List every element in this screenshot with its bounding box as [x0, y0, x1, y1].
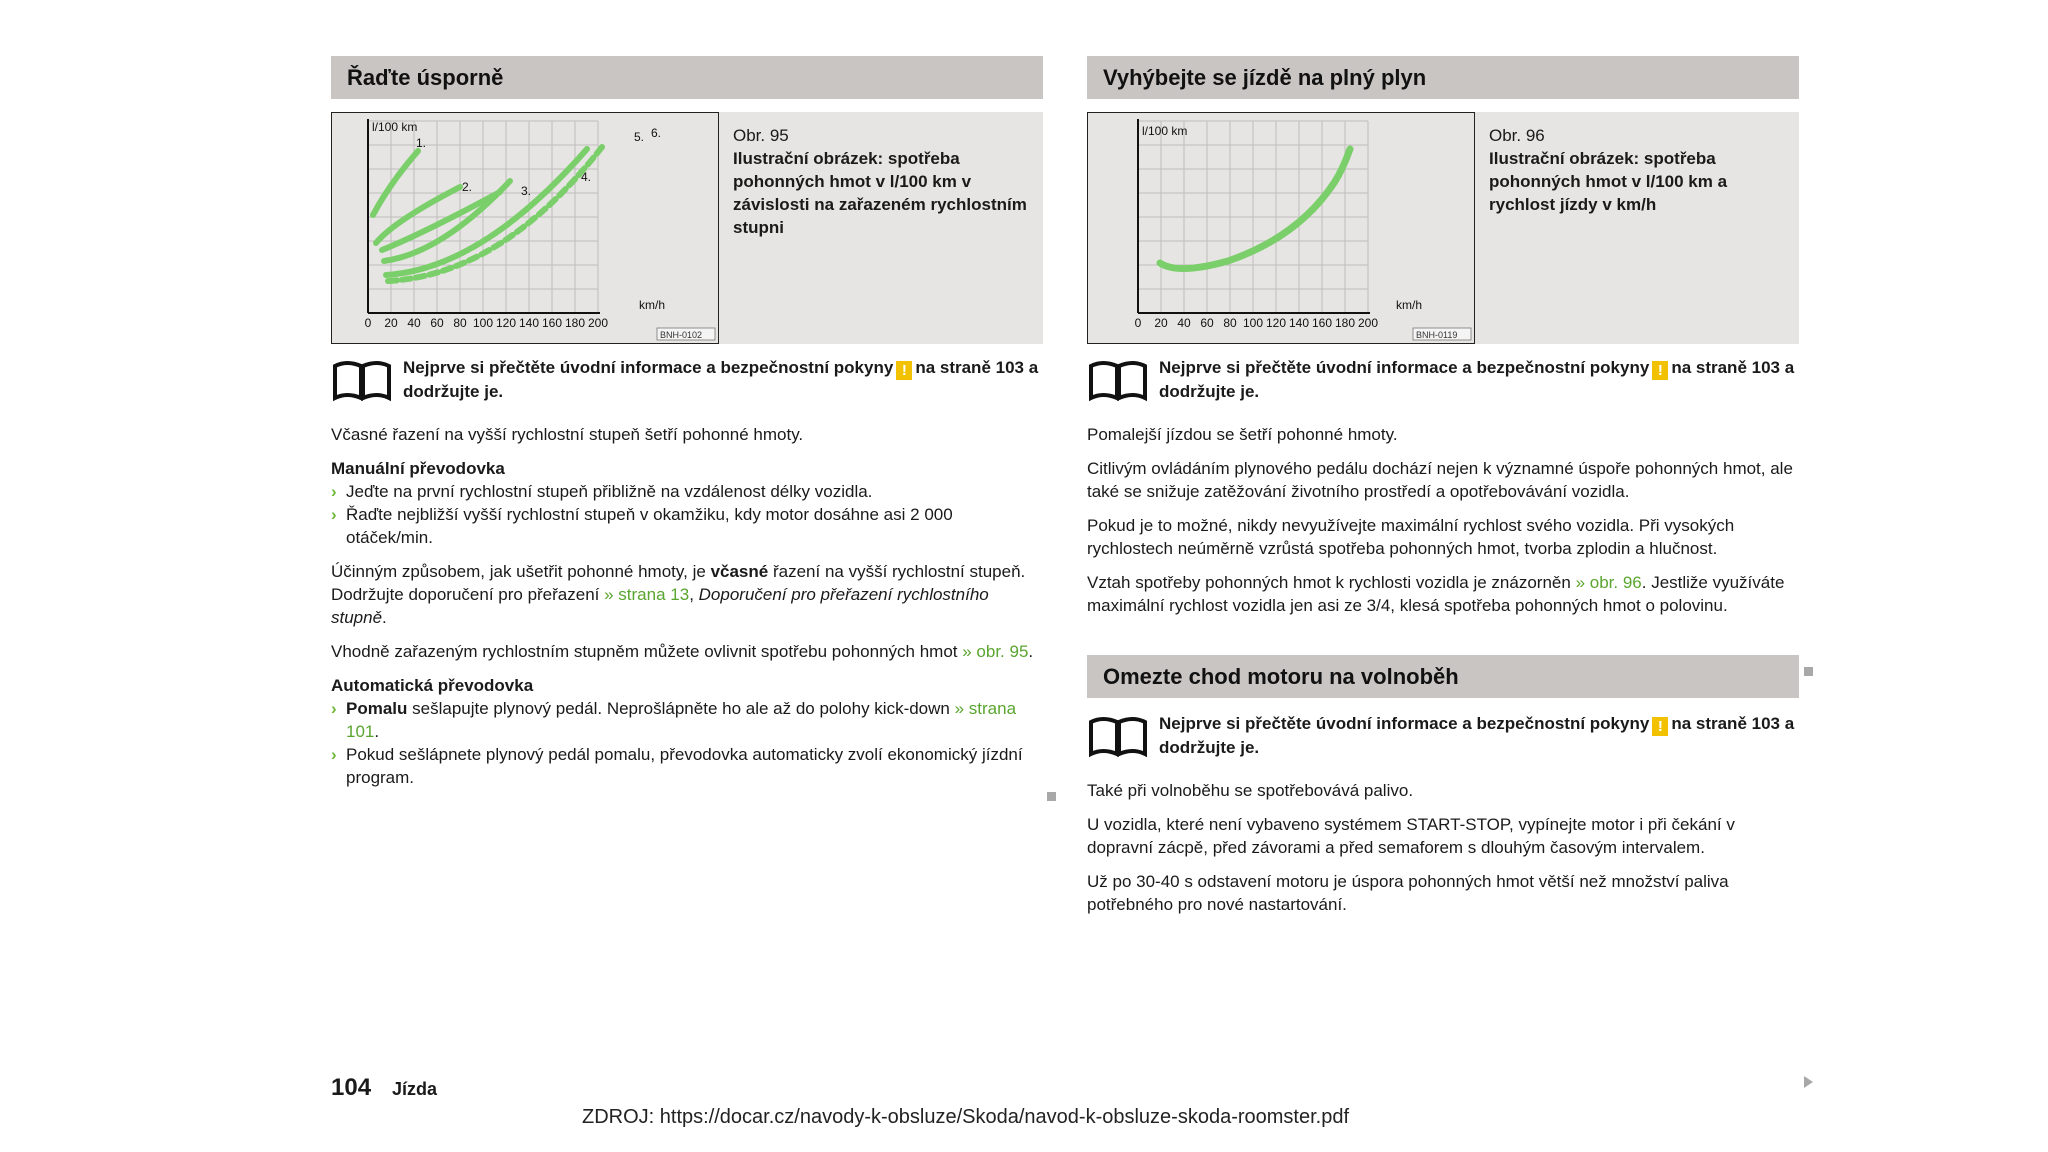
notice-text: Nejprve si přečtěte úvodní informace a bezpečnostní pokyny — [1159, 358, 1650, 377]
list-item — [331, 503, 1043, 549]
paragraph: U vozidla, které není vybaveno systémem START-STOP, vypínejte motor i při čekání v dopravní zácpě, před závorami a před semaforem s dlouhým časovým intervalem. — [1087, 815, 1735, 857]
curve-label: 3. — [521, 184, 532, 198]
safety-notice — [1087, 356, 1799, 403]
x-axis-label: km/h — [639, 298, 666, 312]
x-tick: 140 — [518, 316, 540, 330]
warning-icon: ! — [1652, 717, 1668, 736]
x-tick: 40 — [1177, 316, 1191, 330]
paragraph: Také při volnoběhu se spotřebovává palivo. — [1087, 781, 1414, 800]
figure-96 — [1087, 112, 1475, 344]
list-item-text: Pokud sešlápnete plynový pedál pomalu, převodovka automaticky zvolí ekonomický jízdní program. — [346, 745, 1023, 787]
subheading: Manuální převodovka — [331, 459, 505, 478]
continue-arrow-icon — [1804, 1076, 1813, 1088]
page-link[interactable]: » strana 13 — [604, 585, 690, 604]
section-heading: Vyhýbejte se jízdě na plný plyn — [1087, 56, 1799, 99]
subheading: Automatická převodovka — [331, 676, 534, 695]
list-item-text: Jeďte na první rychlostní stupeň přibližně na vzdálenost délky vozidla. — [346, 482, 873, 501]
curve-label: 1. — [416, 136, 427, 150]
x-tick: 80 — [1223, 316, 1237, 330]
paragraph: Citlivým ovládáním plynového pedálu dochází nejen k významné úspoře pohonných hmot, ale také se snižuje zatěžování životního prostředí a opotřebovávání vozidla. — [1087, 459, 1793, 501]
figure-caption — [719, 112, 1043, 344]
warning-icon: ! — [896, 361, 912, 380]
notice-text: na straně 103 a dodržujte je. — [403, 358, 1039, 401]
text: řazení na vyšší rychlostní stupeň. Dodržujte doporučení pro přeřazení — [331, 562, 1026, 604]
x-tick: 140 — [1288, 316, 1310, 330]
section-end-marker — [1047, 792, 1056, 801]
paragraph: Pokud je to možné, nikdy nevyužívejte maximální rychlost svého vozidla. Při vysokých rychlostech neúměrně vzrůstá spotřeba pohonných hmot, tvorba zplodin a hlučnost. — [1087, 516, 1735, 558]
page-link[interactable]: » strana 101 — [346, 699, 1017, 741]
notice-text: na straně 103 a dodržujte je. — [1159, 714, 1795, 757]
figure-caption — [1475, 112, 1799, 344]
notice-text: Nejprve si přečtěte úvodní informace a bezpečnostní pokyny — [1159, 714, 1650, 733]
x-tick: 40 — [407, 316, 421, 330]
paragraph: Vztah spotřeby pohonných hmot k rychlosti vozidla je znázorněn » obr. 96. Jestliže využíváte maximální rychlost vozidla jen asi ze 3/4, klesá spotřeba pohonných hmot o polovinu. — [1087, 573, 1785, 615]
paragraph: Pomalejší jízdou se šetří pohonné hmoty. — [1087, 425, 1398, 444]
footer-section-title: Jízda — [392, 1079, 438, 1099]
section-end-marker — [1804, 667, 1813, 676]
figure-row — [1087, 112, 1799, 344]
x-tick: 160 — [1311, 316, 1333, 330]
source-note: ZDROJ: https://docar.cz/navody-k-obsluze/Skoda/navod-k-obsluze-skoda-roomster.pdf — [582, 1106, 1350, 1128]
paragraph: Včasné řazení na vyšší rychlostní stupeň šetří pohonné hmoty. — [331, 425, 804, 444]
x-tick: 100 — [472, 316, 494, 330]
right-column — [1087, 56, 1799, 916]
x-tick: 120 — [495, 316, 517, 330]
x-tick: 180 — [1334, 316, 1356, 330]
safety-notice — [1087, 712, 1799, 759]
list-item — [331, 743, 1043, 789]
text: Vhodně zařazeným rychlostním stupněm můžete ovlivnit spotřebu pohonných hmot — [331, 642, 958, 661]
bullet-arrow-icon: › — [331, 482, 337, 501]
paragraph: Vhodně zařazeným rychlostním stupněm můžete ovlivnit spotřebu pohonných hmot » obr. 95. — [331, 642, 1034, 661]
book-icon — [1087, 714, 1149, 758]
bullet-arrow-icon: › — [331, 505, 337, 524]
section-heading: Řaďte úsporně — [331, 56, 1043, 99]
caption-number: Obr. 95 — [733, 126, 789, 145]
list-item-text: sešlapujte plynový pedál. Neprošlápněte ho ale až do polohy kick-down — [412, 699, 950, 718]
figure-row — [331, 112, 1043, 344]
x-tick: 200 — [587, 316, 609, 330]
curve-label: 5. — [634, 130, 645, 144]
x-axis-label: km/h — [1396, 298, 1423, 312]
warning-icon: ! — [1652, 361, 1668, 380]
notice-text: na straně 103 a dodržujte je. — [1159, 358, 1795, 401]
italic-text: Doporučení pro přeřazení rychlostního stupně — [331, 585, 989, 627]
list-item: › Pomalu sešlapujte plynový pedál. Neprošlápněte ho ale až do polohy kick-down » strana 101. — [331, 699, 1017, 741]
x-tick: 160 — [541, 316, 563, 330]
section-heading: Omezte chod motoru na volnoběh — [1087, 655, 1799, 698]
x-tick: 60 — [430, 316, 444, 330]
figure-code: BNH-0119 — [1416, 330, 1458, 340]
text: Účinným způsobem, jak ušetřit pohonné hmoty, je — [331, 562, 706, 581]
x-tick: 0 — [364, 316, 372, 330]
bullet-arrow-icon: › — [331, 699, 337, 718]
x-tick: 200 — [1357, 316, 1379, 330]
y-axis-label: l/100 km — [1142, 124, 1188, 138]
bold-text: včasné — [710, 562, 769, 581]
notice-text: Nejprve si přečtěte úvodní informace a bezpečnostní pokyny — [403, 358, 894, 377]
page-number: 104 — [331, 1074, 372, 1101]
paragraph: Už po 30-40 s odstavení motoru je úspora pohonných hmot větší než množství paliva potřebného pro nové nastartování. — [1087, 872, 1729, 914]
figure-code: BNH-0102 — [660, 330, 703, 340]
y-axis-label: l/100 km — [372, 120, 418, 134]
x-tick: 20 — [1154, 316, 1168, 330]
curve-label: 6. — [651, 126, 662, 140]
caption-text: Ilustrační obrázek: spotřeba pohonných hmot v l/100 km v závislosti na zařazeném rychlostním stupni — [733, 149, 1027, 237]
curve-label: 4. — [581, 170, 592, 184]
x-tick: 120 — [1265, 316, 1287, 330]
text: Jestliže využíváte maximální rychlost vozidla jen asi ze 3/4, klesá spotřeba pohonných hmot o polovinu. — [1087, 573, 1785, 615]
bullet-arrow-icon: › — [331, 745, 337, 764]
list-item — [331, 480, 1043, 503]
paragraph: Účinným způsobem, jak ušetřit pohonné hmoty, je včasné řazení na vyšší rychlostní stupeň. Dodržujte doporučení pro přeřazení » strana 13, Doporučení pro přeřazení rychlostního stupně. — [331, 562, 1026, 627]
bold-text: Pomalu — [346, 699, 408, 718]
x-tick: 80 — [453, 316, 467, 330]
x-tick: 20 — [384, 316, 398, 330]
figure-95 — [331, 112, 719, 344]
x-tick: 100 — [1242, 316, 1264, 330]
left-column — [331, 56, 1043, 789]
list-item-text: Řaďte nejbližší vyšší rychlostní stupeň v okamžiku, kdy motor dosáhne asi 2 000 otáček/min. — [346, 505, 953, 547]
book-icon — [331, 358, 393, 402]
caption-text: Ilustrační obrázek: spotřeba pohonných hmot v l/100 km a rychlost jízdy v km/h — [1489, 149, 1728, 214]
x-tick: 180 — [564, 316, 586, 330]
gear-1-curve — [373, 151, 418, 215]
fuel-speed-chart — [1088, 113, 1473, 342]
text: Vztah spotřeby pohonných hmot k rychlosti vozidla je znázorněn — [1087, 573, 1571, 592]
caption-number: Obr. 96 — [1489, 126, 1545, 145]
fuel-gear-chart — [332, 113, 717, 342]
safety-notice — [331, 356, 1043, 403]
figure-link[interactable]: » obr. 95 — [962, 642, 1029, 661]
curve-label: 2. — [462, 180, 473, 194]
x-tick: 60 — [1200, 316, 1214, 330]
book-icon — [1087, 358, 1149, 402]
figure-link[interactable]: » obr. 96 — [1575, 573, 1642, 592]
x-tick: 0 — [1134, 316, 1142, 330]
